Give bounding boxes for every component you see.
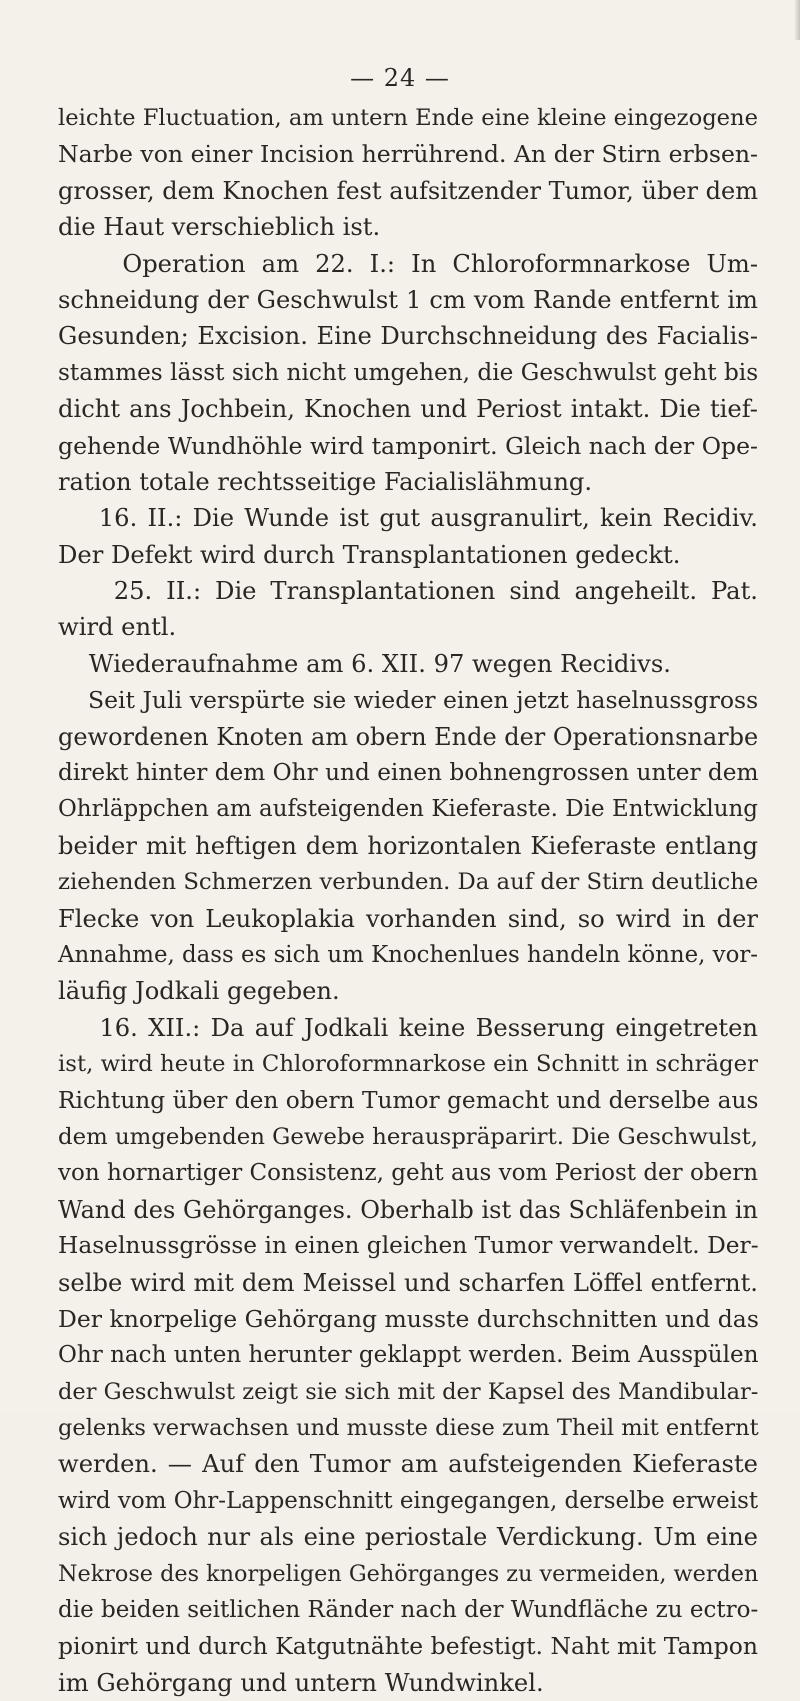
text-line: ziehenden Schmerzen verbunden. Da auf der Stirn deutliche [58, 869, 759, 896]
text-line: Der knorpelige Gehörgang musste durchschnitten und das [58, 1304, 759, 1333]
text-line: Gesunden; Excision. Eine Durchschneidung des Facialis- [58, 322, 758, 351]
text-line: Wand des Gehörganges. Oberhalb ist das Schläfenbein in [58, 1195, 758, 1224]
text-line: direkt hinter dem Ohr und einen bohnengrossen unter dem [58, 759, 759, 787]
text-line: schneidung der Geschwulst 1 cm vom Rande entfernt im [58, 285, 758, 314]
text-line: dicht ans Jochbein, Knochen und Periost intakt. Die tief- [58, 395, 758, 424]
text-line: Narbe von einer Incision herrührend. An der Stirn erbsen- [58, 140, 758, 169]
page-number: — 24 — [350, 64, 450, 92]
text-line: läufig Jodkali gegeben. [58, 977, 340, 1006]
text-line: 25. II.: Die Transplantationen sind angeheilt. Pat. [58, 577, 758, 606]
text-line: ration totale rechtsseitige Facialislähmung. [58, 467, 593, 496]
text-line: Wiederaufnahme am 6. XII. 97 wegen Recidivs. [58, 649, 671, 678]
body-text [58, 100, 758, 1701]
text-line: Ohr nach unten herunter geklappt werden. Beim Ausspülen [58, 1342, 759, 1369]
text-line: Seit Juli verspürte sie wieder einen jetzt haselnussgross [58, 686, 759, 715]
text-line: der Geschwulst zeigt sie sich mit der Kapsel des Mandibular- [58, 1378, 759, 1405]
text-line: 16. II.: Die Wunde ist gut ausgranulirt, kein Recidiv. [58, 504, 758, 533]
text-line: selbe wird mit dem Meissel und scharfen Löffel entfernt. [58, 1268, 758, 1297]
text-line: gewordenen Knoten am obern Ende der Operationsnarbe [58, 722, 759, 751]
text-line: gehende Wundhöhle wird tamponirt. Gleich nach der Ope- [58, 431, 758, 460]
text-line: werden. — Auf den Tumor am aufsteigenden Kieferaste [58, 1450, 758, 1479]
text-line: wird vom Ohr-Lappenschnitt eingegangen, derselbe erweist [58, 1487, 759, 1514]
text-line: Annahme, dass es sich um Knochenlues handeln könne, vor- [58, 941, 758, 968]
text-line: Haselnussgrösse in einen gleichen Tumor verwandelt. Der- [58, 1232, 759, 1260]
text-line: dem umgebenden Gewebe herauspräparirt. Die Geschwulst, [58, 1123, 758, 1150]
text-line: beider mit heftigen dem horizontalen Kieferaste entlang [58, 831, 758, 860]
text-line: wird entl. [58, 613, 177, 642]
text-line: Richtung über den obern Tumor gemacht und derselbe aus [58, 1086, 759, 1114]
text-line: Operation am 22. I.: In Chloroformnarkose Um- [58, 249, 758, 278]
text-line: leichte Fluctuation, am untern Ende eine kleine eingezogene [58, 105, 758, 131]
text-line: die Haut verschieblich ist. [58, 213, 381, 242]
text-line: ist, wird heute in Chloroformnarkose ein Schnitt in schräger [58, 1051, 758, 1078]
text-line: pionirt und durch Katgutnähte befestigt. Naht mit Tampon [58, 1632, 758, 1661]
text-line: grosser, dem Knochen fest aufsitzender Tumor, über dem [58, 176, 758, 205]
text-line: Der Defekt wird durch Transplantationen gedeckt. [58, 540, 681, 569]
text-line: stammes lässt sich nicht umgehen, die Geschwulst geht bis [58, 358, 759, 386]
text-line: Flecke von Leukoplakia vorhanden sind, so wird in der [58, 904, 758, 933]
text-line: sich jedoch nur als eine periostale Verdickung. Um eine [58, 1523, 758, 1552]
text-line: im Gehörgang und untern Wundwinkel. [58, 1668, 544, 1697]
text-line: Nekrose des knorpeligen Gehörganges zu vermeiden, werden [58, 1560, 759, 1587]
text-line: die beiden seitlichen Ränder nach der Wundfläche zu ectro- [58, 1597, 759, 1624]
text-line: Ohrläppchen am aufsteigenden Kieferaste. Die Entwicklung [58, 796, 758, 823]
text-line: gelenks verwachsen und musste diese zum Theil mit entfernt [58, 1415, 759, 1442]
text-line: von hornartiger Consistenz, geht aus vom Periost der obern [58, 1160, 759, 1187]
text-line: 16. XII.: Da auf Jodkali keine Besserung eingetreten [58, 1013, 758, 1042]
page-edge-shadow [794, 0, 800, 40]
